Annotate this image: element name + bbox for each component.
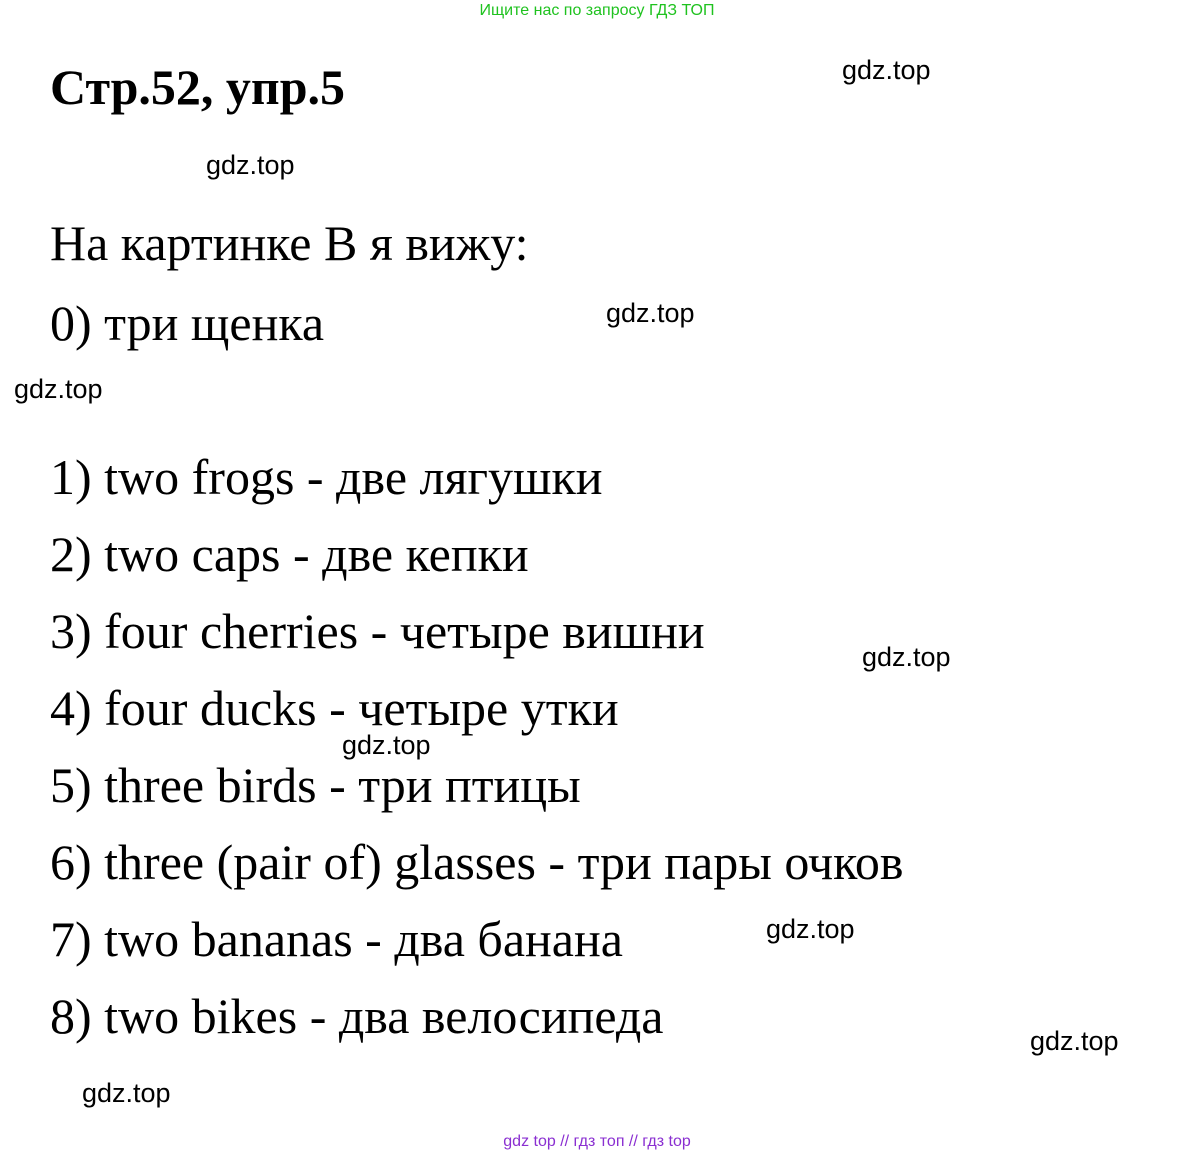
watermark: gdz.top xyxy=(14,374,103,404)
watermark: gdz.top xyxy=(342,730,431,760)
watermark: gdz.top xyxy=(1030,1026,1119,1056)
footer-links[interactable]: gdz top // гдз топ // гдз top xyxy=(503,1133,691,1150)
watermark: gdz.top xyxy=(766,914,855,944)
example-line: 0) три щенка xyxy=(50,295,325,351)
answer-line-7: 7) two bananas - два банана xyxy=(50,911,623,967)
answer-line-2: 2) two caps - две кепки xyxy=(50,526,529,582)
watermark: gdz.top xyxy=(606,298,695,328)
top-banner[interactable]: Ищите нас по запросу ГДЗ ТОП xyxy=(479,2,715,19)
answer-line-6: 6) three (pair of) glasses - три пары очков xyxy=(50,834,904,890)
watermark: gdz.top xyxy=(82,1078,171,1108)
intro-text: На картинке В я вижу: xyxy=(50,215,529,271)
watermark: gdz.top xyxy=(206,150,295,180)
answer-line-1: 1) two frogs - две лягушки xyxy=(50,449,603,505)
answer-line-3: 3) four cherries - четыре вишни xyxy=(50,603,705,659)
page-title: Стр.52, упр.5 xyxy=(50,59,346,115)
answer-line-8: 8) two bikes - два велосипеда xyxy=(50,988,664,1044)
answer-line-5: 5) three birds - три птицы xyxy=(50,757,581,813)
watermark: gdz.top xyxy=(862,642,951,672)
answer-line-4: 4) four ducks - четыре утки xyxy=(50,680,619,736)
watermark: gdz.top xyxy=(842,55,931,85)
